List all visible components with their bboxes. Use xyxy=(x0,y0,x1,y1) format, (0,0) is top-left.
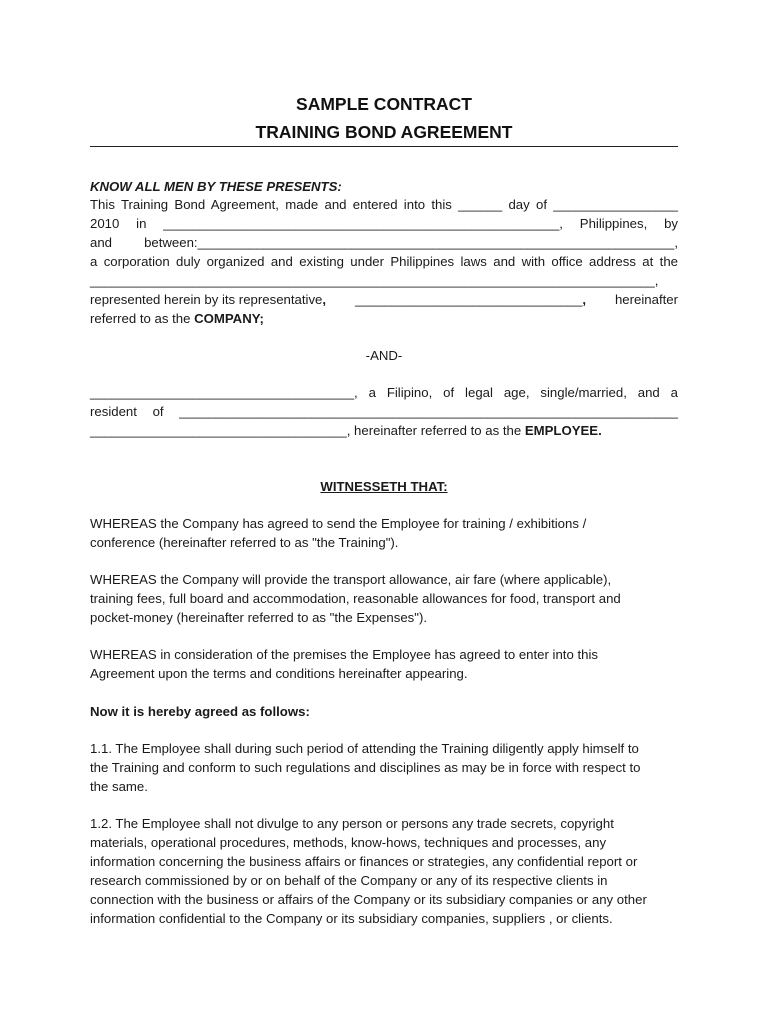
clause-1-1-line: the Training and conform to such regulations and disciplines as may be in force with respect to xyxy=(90,760,641,775)
whereas-paragraph-line: WHEREAS in consideration of the premises the Employee has agreed to enter into this xyxy=(90,647,598,662)
employee-line: ____________________________________, a Filipino, of legal age, single/married, and a xyxy=(90,385,678,400)
clause-1-2-line: 1.2. The Employee shall not divulge to any person or persons any trade secrets, copyright xyxy=(90,816,614,831)
employee-term: EMPLOYEE. xyxy=(524,423,602,438)
clause-1-1-line: the same. xyxy=(90,779,148,794)
whereas-paragraph-line: pocket-money (hereinafter referred to as "the Expenses"). xyxy=(90,610,428,625)
witnesseth-heading: WITNESSETH THAT: xyxy=(320,479,448,494)
whereas-paragraph-line: Agreement upon the terms and conditions hereinafter appearing. xyxy=(90,666,468,681)
clause-1-2-line: information concerning the business affairs or finances or strategies, any confidential report or xyxy=(90,854,638,869)
represented-text: represented herein by its representative, xyxy=(90,292,327,307)
company-term: COMPANY; xyxy=(194,311,264,326)
hereinafter-text: hereinafter xyxy=(614,292,678,307)
represented-line xyxy=(90,290,678,309)
clause-1-2-line: materials, operational procedures, methods, know-hows, techniques and processes, any xyxy=(90,835,607,850)
whereas-paragraph-line: WHEREAS the Company has agreed to send the Employee for training / exhibitions / xyxy=(90,516,587,531)
whereas-paragraph-line: training fees, full board and accommodation, reasonable allowances for food, transport and xyxy=(90,591,621,606)
clause-1-2-line: connection with the business or affairs of the Company or its subsidiary companies or any other xyxy=(90,892,647,907)
document-subtitle: TRAINING BOND AGREEMENT xyxy=(255,122,513,142)
employee-line: resident of ____________________________________________________________________ xyxy=(90,404,678,419)
intro-line: _____________________________________________________________________________, xyxy=(90,273,659,288)
title-divider xyxy=(90,146,678,147)
intro-line: This Training Bond Agreement, made and entered into this ______ day of _________________ xyxy=(90,197,678,212)
clause-1-2-line: information confidential to the Company or its subsidiary companies, suppliers , or clients. xyxy=(90,911,613,926)
document-title: SAMPLE CONTRACT xyxy=(296,94,472,114)
clause-1-1-line: 1.1. The Employee shall during such period of attending the Training diligently apply himself to xyxy=(90,741,639,756)
representative-blank: _______________________________, xyxy=(354,292,587,307)
and-separator: -AND- xyxy=(365,348,403,363)
whereas-paragraph-line: WHEREAS the Company will provide the transport allowance, air fare (where applicable), xyxy=(90,572,612,587)
intro-line: 2010 in ______________________________________________________, Philippines, by xyxy=(90,216,678,231)
clause-1-2-line: research commissioned by or on behalf of the Company or any of its respective clients in xyxy=(90,873,608,888)
company-designation: referred to as the COMPANY; xyxy=(90,311,264,326)
employee-designation: ___________________________________, hereinafter referred to as the EMPLOYEE. xyxy=(90,423,602,438)
know-all-men-heading: KNOW ALL MEN BY THESE PRESENTS: xyxy=(90,179,342,194)
intro-line: and between:_________________________________________________________________, xyxy=(90,235,678,250)
whereas-paragraph-line: conference (hereinafter referred to as "the Training"). xyxy=(90,535,399,550)
agreed-heading: Now it is hereby agreed as follows: xyxy=(90,704,310,719)
intro-line: a corporation duly organized and existing under Philippines laws and with office address at the xyxy=(90,254,678,269)
